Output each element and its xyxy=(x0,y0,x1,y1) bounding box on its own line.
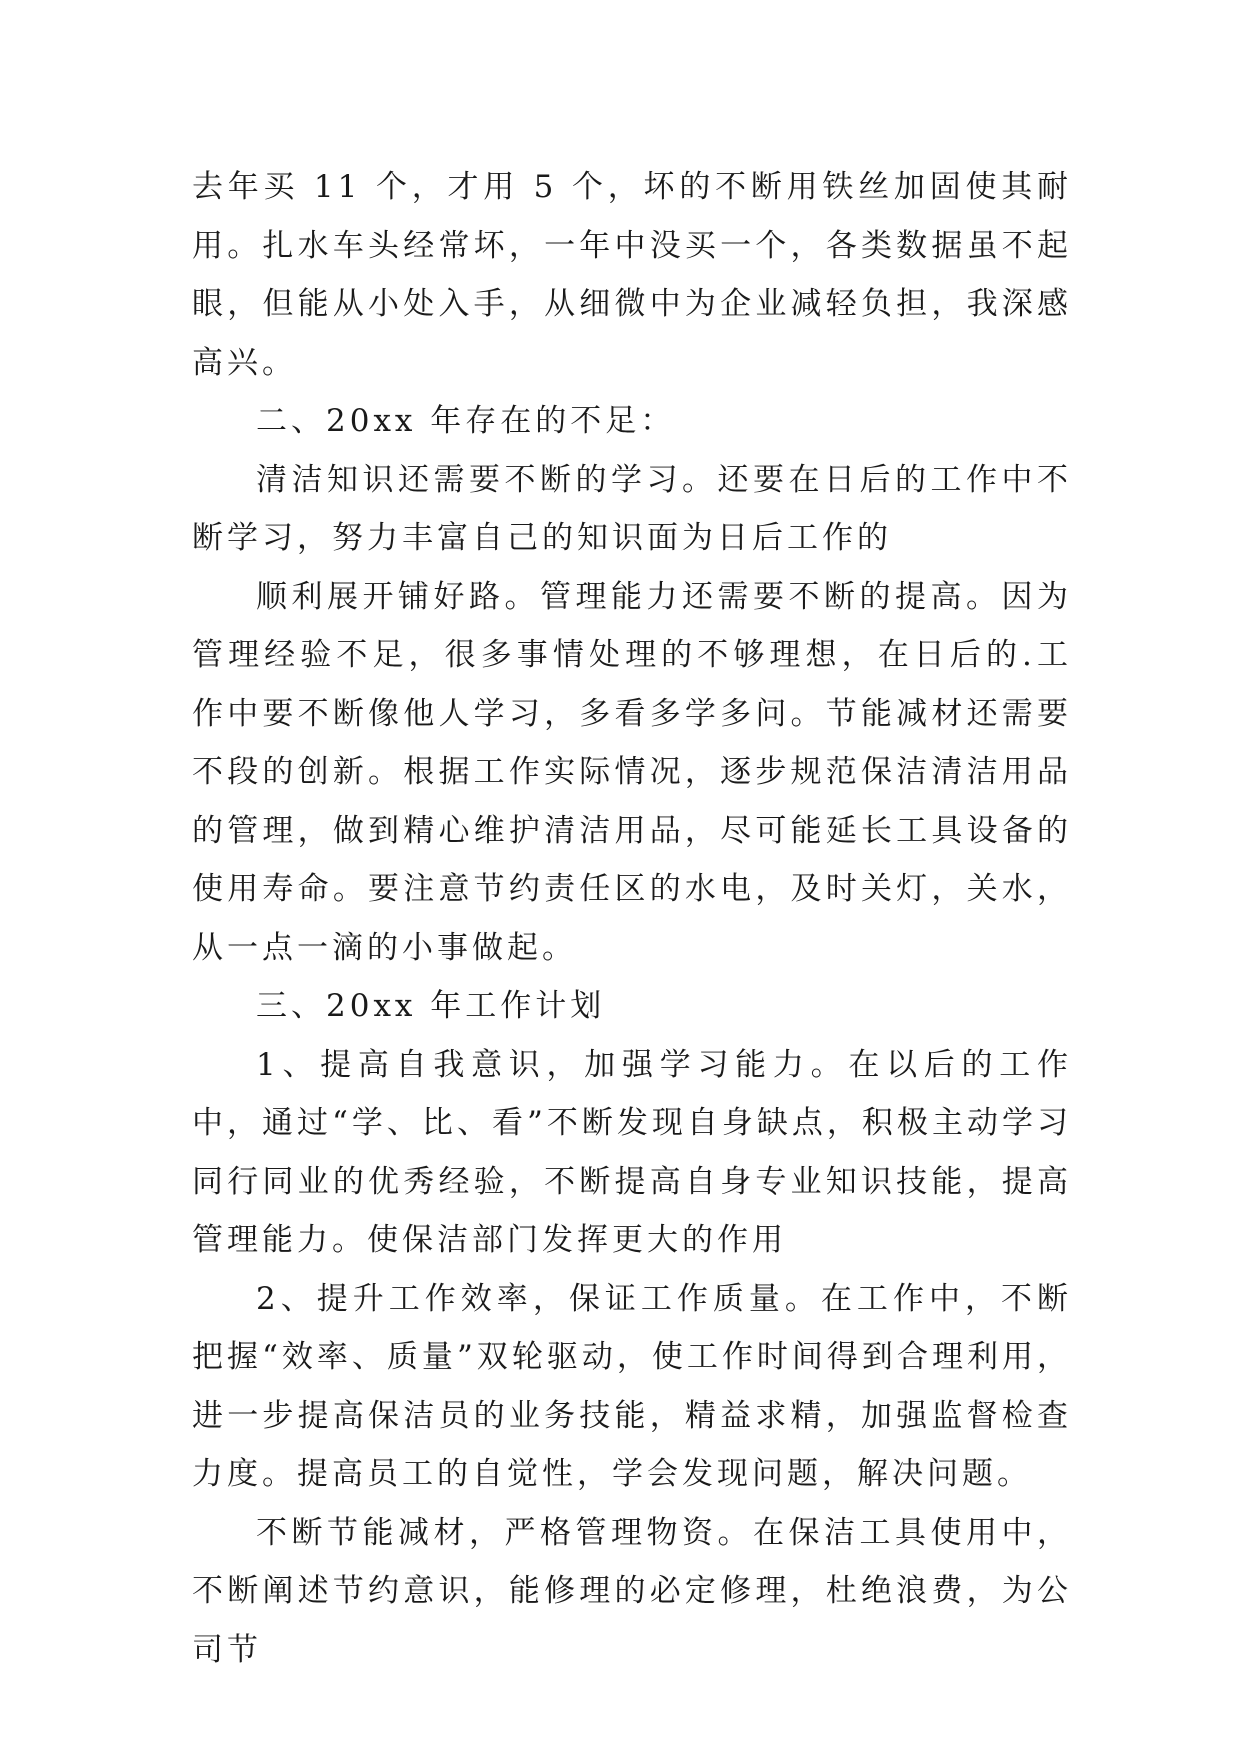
paragraph-cost-savings: 去年买 11 个，才用 5 个，坏的不断用铁丝加固使其耐用。扎水车头经常坏，一年中没买一个，各类数据虽不起眼，但能从小处入手，从细微中为企业减轻负担，我深感高兴。 xyxy=(192,169,1072,381)
paragraph-plan-item-1: 1、提高自我意识，加强学习能力。在以后的工作中，通过“学、比、看”不断发现自身缺点，积极主动学习同行同业的优秀经验，不断提高自身专业知识技能，提高管理能力。使保洁部门发挥更大的作用 xyxy=(192,1046,1072,1258)
paragraph-cleaning-knowledge: 清洁知识还需要不断的学习。还要在日后的工作中不断学习，努力丰富自己的知识面为日后工作的 xyxy=(192,461,1072,556)
paragraph-plan-item-2: 2、提升工作效率，保证工作质量。在工作中，不断把握“效率、质量”双轮驱动，使工作时间得到合理利用，进一步提高保洁员的业务技能，精益求精，加强监督检查力度。提高员工的自觉性，学会发现问题，解决问题。 xyxy=(192,1280,1072,1492)
paragraph-management-ability: 顺利展开铺好路。管理能力还需要不断的提高。因为管理经验不足，很多事情处理的不够理想，在日后的.工作中要不断像他人学习，多看多学多问。节能减材还需要不段的创新。根据工作实际情况，逐步规范保洁清洁用品的管理，做到精心维护清洁用品，尽可能延长工具设备的使用寿命。要注意节约责任区的水电，及时关灯，关水，从一点一滴的小事做起。 xyxy=(192,578,1072,966)
paragraph-materials-management: 不断节能减材，严格管理物资。在保洁工具使用中，不断阐述节约意识，能修理的必定修理，杜绝浪费，为公司节 xyxy=(192,1514,1072,1668)
document-page xyxy=(192,158,1072,1679)
section-heading-work-plan: 三、20xx 年工作计划 xyxy=(256,988,606,1024)
section-heading-shortcomings: 二、20xx 年存在的不足： xyxy=(256,403,676,439)
